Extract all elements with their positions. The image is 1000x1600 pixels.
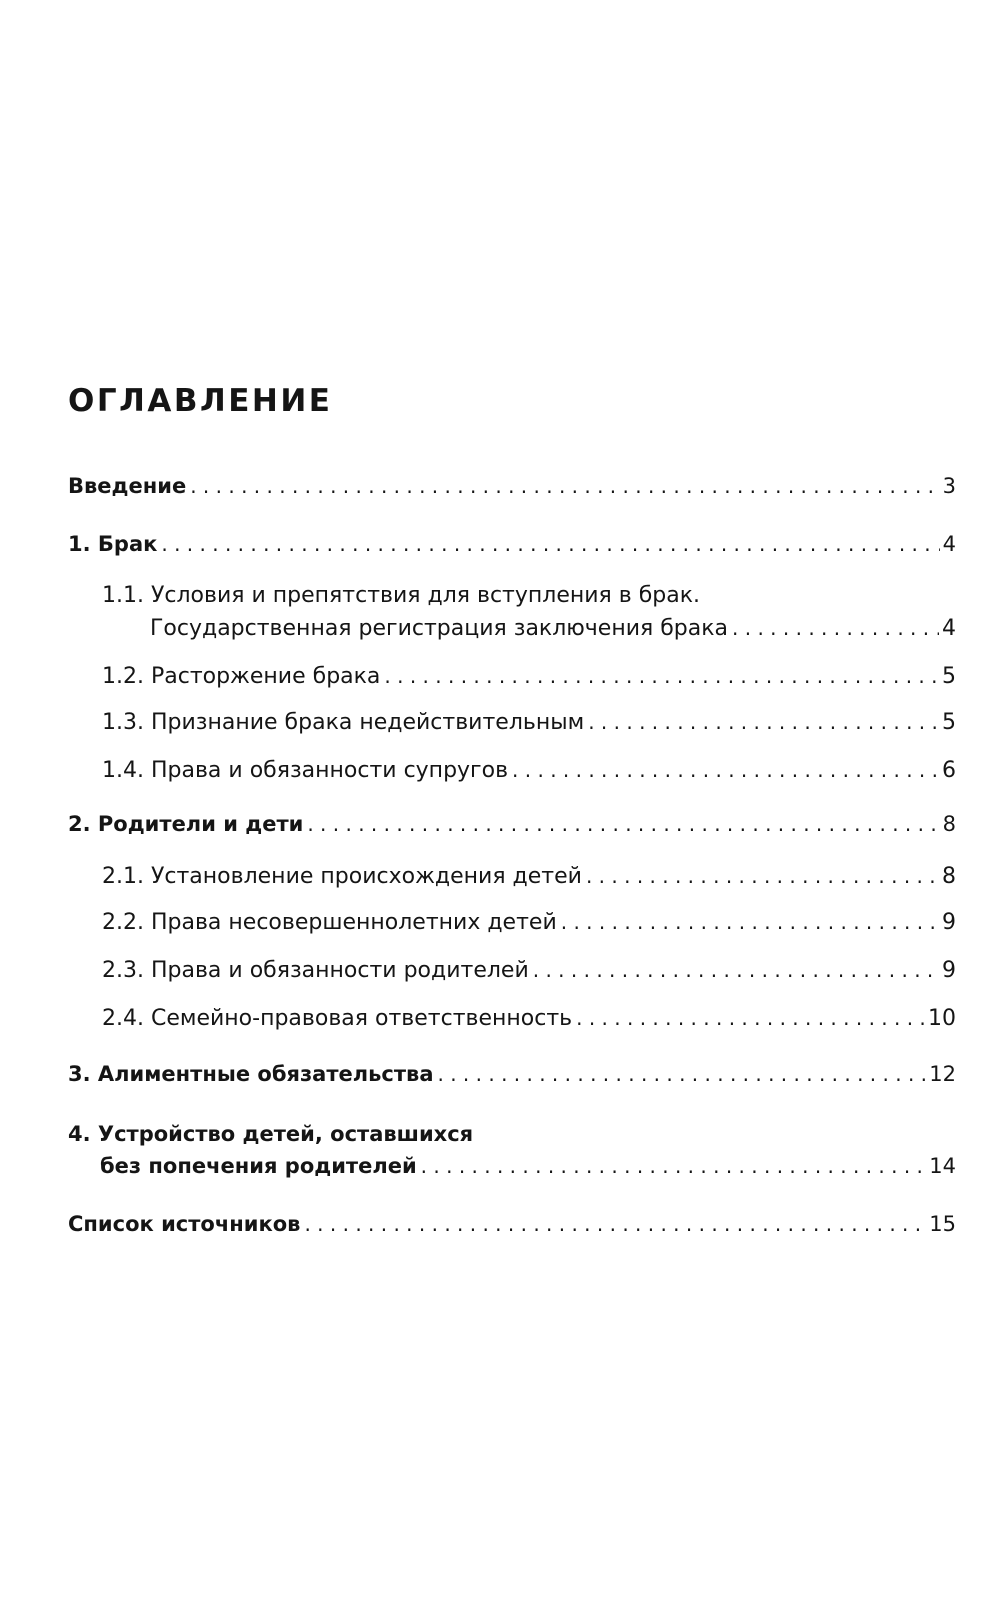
toc-page-number: 4 (942, 616, 956, 641)
toc-entry (102, 860, 956, 893)
toc-entry (102, 1002, 956, 1035)
toc-entry-line (102, 754, 956, 787)
toc-entry (102, 580, 956, 645)
dot-leader (588, 706, 939, 739)
dot-leader (512, 754, 939, 787)
dot-leader (438, 1058, 927, 1090)
page-title: ОГЛАВЛЕНИЕ (68, 383, 333, 419)
toc-page-number: 9 (942, 958, 956, 983)
toc-entry-title: 1.4. Права и обязанности супругов (102, 758, 509, 783)
toc-entry (102, 754, 956, 787)
toc-entry-title: 3. Алиментные обязательства (68, 1062, 434, 1086)
dot-leader (586, 860, 939, 893)
toc-entry (102, 660, 956, 693)
toc-entry-line (102, 706, 956, 739)
dot-leader (561, 906, 939, 939)
toc-entry-line (102, 612, 956, 645)
dot-leader (190, 470, 939, 502)
toc-entry (68, 1058, 956, 1090)
toc-entry-title: 4. Устройство детей, оставшихся (68, 1122, 474, 1146)
dot-leader (161, 528, 939, 560)
dot-leader (307, 808, 939, 840)
toc-entry-line (68, 1208, 956, 1240)
toc-entry-line (68, 528, 956, 560)
dot-leader (384, 660, 939, 693)
toc-entry (68, 1208, 956, 1240)
toc-page-number: 8 (942, 812, 956, 836)
toc-page-number: 5 (942, 664, 956, 689)
dot-leader (304, 1208, 926, 1240)
toc-entry-line (102, 860, 956, 893)
toc-entry (68, 1118, 956, 1182)
toc-entry (68, 528, 956, 560)
toc-entry-line (68, 1118, 956, 1150)
toc-entry-line (68, 1150, 956, 1182)
dot-leader (421, 1150, 927, 1182)
toc-entry-title: 2.1. Установление происхождения детей (102, 864, 582, 889)
toc-entry-title: Государственная регистрация заключения брака (150, 616, 729, 641)
toc-entry-title: 2.2. Права несовершеннолетних детей (102, 910, 557, 935)
toc-entry-line (102, 1002, 956, 1035)
dot-leader (732, 612, 939, 645)
toc-entry-title: 2.4. Семейно-правовая ответственность (102, 1006, 573, 1031)
toc-entry-title: 1.3. Признание брака недействительным (102, 710, 585, 735)
toc-entry (102, 954, 956, 987)
toc-page-number: 5 (942, 710, 956, 735)
toc-page-number: 9 (942, 910, 956, 935)
toc-entry-title: 2.3. Права и обязанности родителей (102, 958, 529, 983)
toc-page-number: 14 (929, 1154, 956, 1178)
dot-leader (576, 1002, 925, 1035)
toc-page-number: 3 (942, 474, 956, 498)
toc-entry-line (68, 470, 956, 502)
toc-page-number: 10 (928, 1006, 956, 1031)
toc-entry-line (102, 580, 956, 612)
toc-entry-title: Список источников (68, 1212, 301, 1236)
toc-entry-title: 1.1. Условия и препятствия для вступления в брак. (102, 583, 701, 608)
toc-page-number: 15 (929, 1212, 956, 1236)
toc-entry-title: 2. Родители и дети (68, 812, 304, 836)
toc-entry (68, 808, 956, 840)
toc-page-number: 6 (942, 758, 956, 783)
toc-entry-line (102, 906, 956, 939)
toc-entry-line (68, 808, 956, 840)
dot-leader (533, 954, 939, 987)
toc-entry-title: Введение (68, 474, 187, 498)
toc-entry (102, 706, 956, 739)
toc-entry-title: 1. Брак (68, 532, 158, 556)
toc-entry-title: без попечения родителей (100, 1154, 417, 1178)
toc-page-number: 4 (942, 532, 956, 556)
toc-entry-line (68, 1058, 956, 1090)
toc-entry (68, 470, 956, 502)
toc-entry-line (102, 954, 956, 987)
toc-entry-line (102, 660, 956, 693)
toc-page-number: 12 (929, 1062, 956, 1086)
toc-entry-title: 1.2. Расторжение брака (102, 664, 381, 689)
toc-entry (102, 906, 956, 939)
toc-page-number: 8 (942, 864, 956, 889)
